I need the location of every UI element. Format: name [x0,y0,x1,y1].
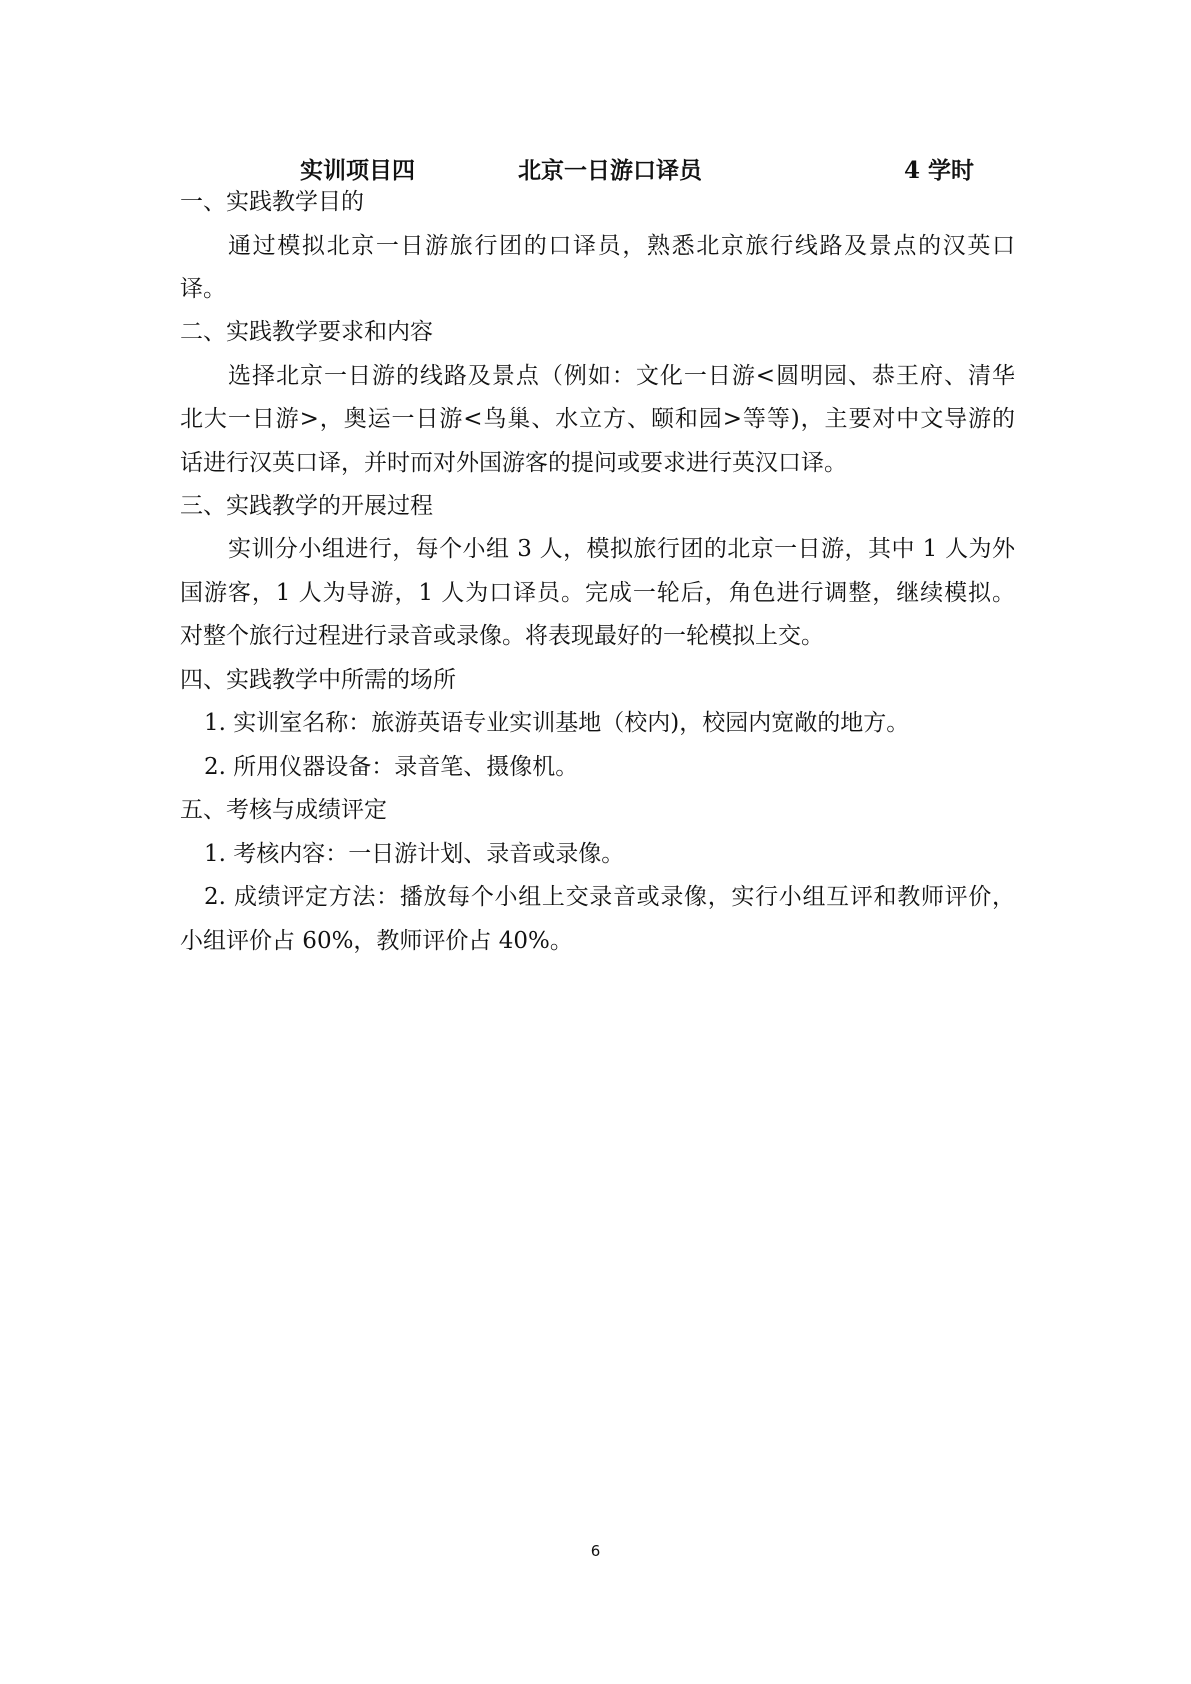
paragraph-line: 国游客，1 人为导游，1 人为口译员。完成一轮后，角色进行调整，继续模拟。 [180,580,1015,606]
paragraph-line: 对整个旅行过程进行录音或录像。将表现最好的一轮模拟上交。 [180,623,824,649]
paragraph-line: 实训分小组进行，每个小组 3 人，模拟旅行团的北京一日游，其中 1 人为外 [228,536,1015,562]
list-item: 1. 实训室名称：旅游英语专业实训基地（校内)，校园内宽敞的地方。 [204,710,910,736]
paragraph-line: 小组评价占 60%，教师评价占 40%。 [180,928,573,954]
paragraph-line: 话进行汉英口译，并时而对外国游客的提问或要求进行英汉口译。 [180,450,847,476]
document-page [180,0,1015,1684]
section-heading-venue: 四、实践教学中所需的场所 [180,667,456,693]
project-number: 实训项目四 [300,157,415,184]
paragraph-line: 译。 [180,276,226,302]
list-item: 1. 考核内容：一日游计划、录音或录像。 [204,841,625,867]
page-number: 6 [590,1542,601,1560]
section-heading-requirements: 二、实践教学要求和内容 [180,319,433,345]
section-heading-purpose: 一、实践教学目的 [180,189,364,215]
paragraph-line: 选择北京一日游的线路及景点（例如：文化一日游<圆明园、恭王府、清华 [228,363,1015,389]
list-item: 2. 成绩评定方法：播放每个小组上交录音或录像，实行小组互评和教师评价， [204,884,1015,910]
project-hours: 4 学时 [904,157,975,184]
paragraph-line: 北大一日游>，奥运一日游<鸟巢、水立方、颐和园>等等)，主要对中文导游的 [180,406,1015,432]
list-item: 2. 所用仪器设备：录音笔、摄像机。 [204,754,579,780]
paragraph-line: 通过模拟北京一日游旅行团的口译员，熟悉北京旅行线路及景点的汉英口 [228,233,1015,259]
project-title-row [180,152,1015,188]
project-name: 北京一日游口译员 [518,157,702,184]
section-heading-assessment: 五、考核与成绩评定 [180,797,387,823]
section-heading-process: 三、实践教学的开展过程 [180,493,433,519]
